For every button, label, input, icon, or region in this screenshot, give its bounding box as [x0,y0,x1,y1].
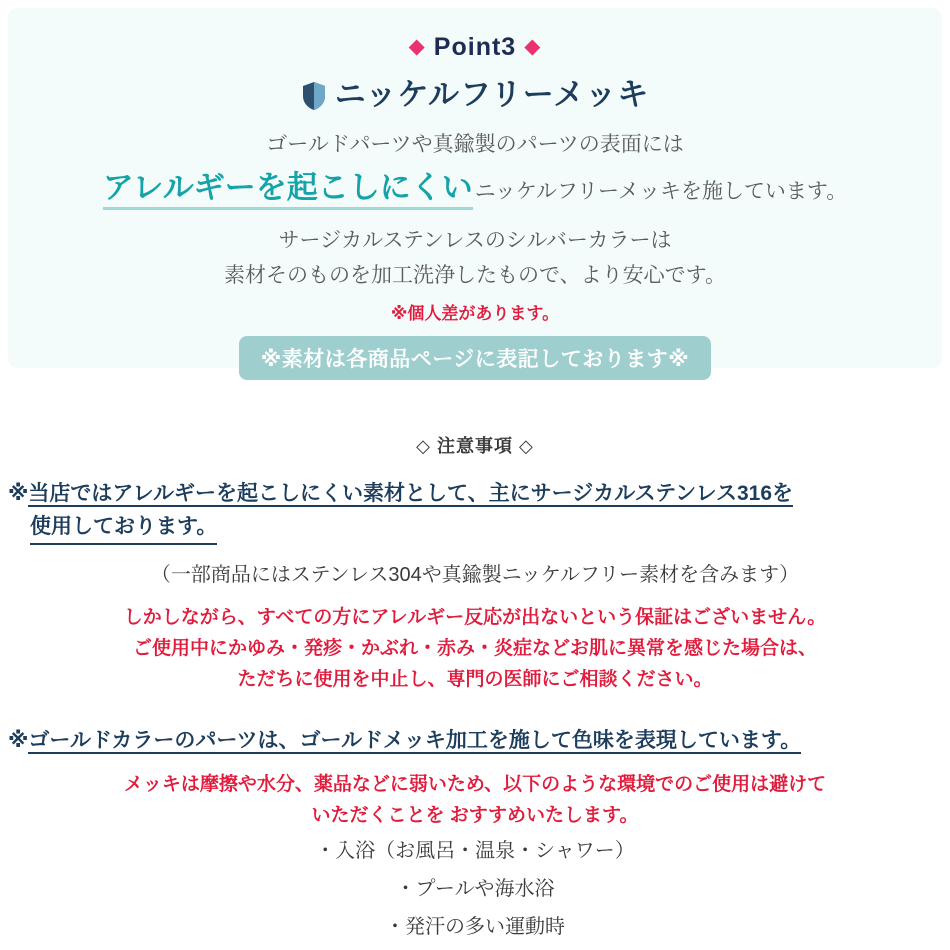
headline-text: ニッケルフリーメッキ [334,76,650,112]
point-highlight-rest: ニッケルフリーメッキを施しています。 [474,180,848,204]
caution-lead-line-1: 当店ではアレルギーを起こしにくい素材として、主にサージカルステンレス316を [28,482,793,505]
material-banner: ※素材は各商品ページに表記しております※ [239,336,711,380]
caution-red-paragraph [0,603,950,695]
caution-red-line-2: ご使用中にかゆみ・発疹・かぶれ・赤み・炎症などお肌に異常を感じた場合は、 [132,637,817,659]
caution-title: ◇ 注意事項 ◇ [416,436,534,456]
point-lead: ゴールドパーツや真鍮製のパーツの表面には [266,132,684,156]
diamond-right-icon: ◆ [524,35,542,58]
list-item: ・発汗の多い運動時 [385,916,565,938]
point-note-red: ※個人差があります。 [390,303,560,323]
caution-red2-line-1: メッキは摩擦や水分、薬品などに弱いため、以下のような環境でのご使用は避けて [123,774,827,795]
point-card [8,8,942,371]
shield-icon [301,81,327,111]
caution-lead-line-2: 使用しております。 [30,511,217,546]
point-sub-line-2: 素材そのものを加工洗浄したもので、より安心です。 [224,264,726,288]
point-sub-line-1: サージカルステンレスのシルバーカラーは [278,228,672,252]
caution-red-line-3: ただちに使用を中止し、専門の医師にご相談ください。 [237,668,713,690]
point-label: Point3 [433,33,517,61]
list-item: ・入浴（お風呂・温泉・シャワー） [315,840,635,862]
caution-gold-text: ゴールドカラーのパーツは、ゴールドメッキ加工を施して色味を表現しています。 [28,729,802,752]
caution-red-line-1: しかしながら、すべての方にアレルギー反応が出ないという保証はございません。 [123,607,827,628]
caution-lead-mark: ※ [8,482,29,505]
point-title [8,34,942,62]
caution-gold-lead [0,725,950,757]
caution-red2-line-2: いただくことを おすすめいたします。 [311,804,639,826]
point-highlight-row [8,165,942,212]
list-item: ・プールや海水浴 [395,878,555,900]
point-highlight-big: アレルギーを起こしにくい [103,170,473,210]
caution-paren-note: （一部商品にはステンレス304や真鍮製ニッケルフリー素材を含みます） [150,564,800,586]
caution-lead [0,478,950,545]
caution-gold-mark: ※ [8,729,29,752]
caution-red-paragraph-2 [0,770,950,832]
point-headline [8,76,942,113]
diamond-left-icon: ◆ [408,35,426,58]
caution-bullet-list [0,832,950,946]
